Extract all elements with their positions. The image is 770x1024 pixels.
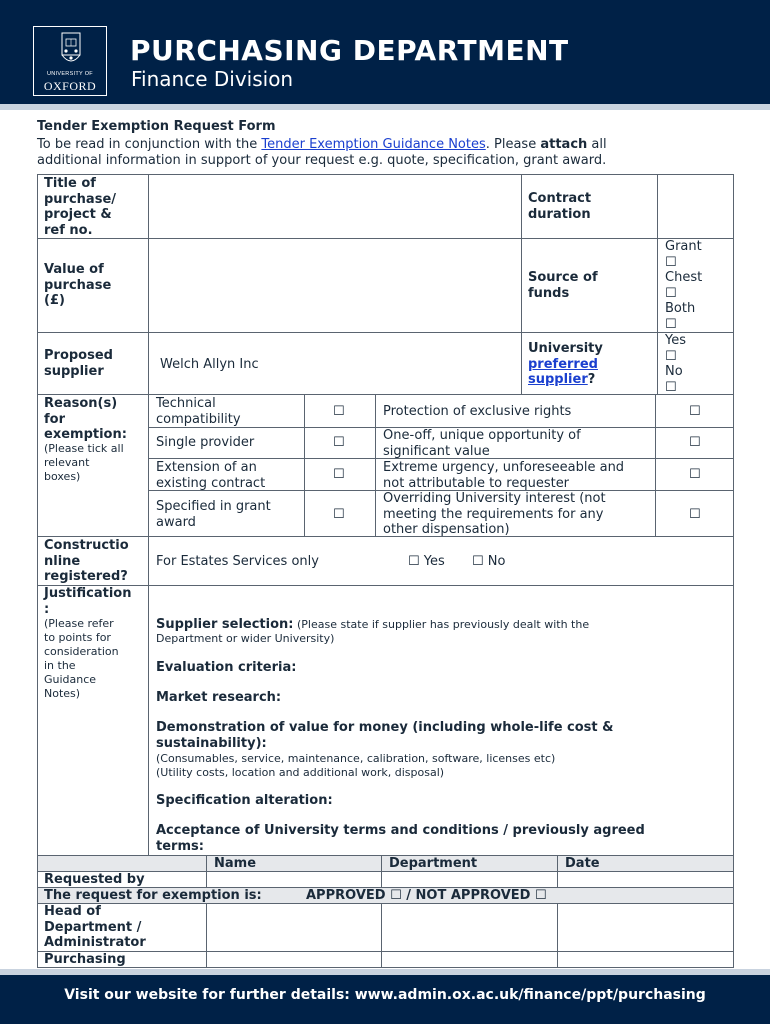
signoff-header-blank bbox=[37, 855, 207, 872]
reason-grant-checkbox[interactable]: ☐ bbox=[333, 507, 345, 522]
preferred-no-checkbox[interactable]: ☐ bbox=[665, 379, 677, 395]
reasons-note: (Please tick all relevant boxes) bbox=[44, 442, 124, 483]
intro-text: . Please bbox=[485, 137, 541, 152]
construction-yes[interactable]: ☐ Yes bbox=[408, 554, 445, 569]
col-date: Date bbox=[565, 856, 600, 871]
source-both-label: Both bbox=[665, 301, 696, 316]
supplier-value[interactable]: Welch Allyn Inc bbox=[160, 357, 259, 372]
preferred-yes-checkbox[interactable]: ☐ bbox=[665, 348, 677, 364]
reason-exclusive-checkbox[interactable]: ☐ bbox=[689, 404, 701, 419]
evaluation-criteria: Evaluation criteria: bbox=[156, 660, 297, 675]
preferred-yes-label: Yes bbox=[665, 333, 686, 348]
source-options bbox=[665, 239, 702, 332]
source-grant-label: Grant bbox=[665, 239, 702, 254]
requested-name-input[interactable] bbox=[206, 871, 382, 888]
reason-overriding: Overriding University interest (not meeting the requirements for any other dispensation) bbox=[383, 491, 606, 537]
value-input-cell[interactable] bbox=[148, 238, 522, 333]
supplier-link[interactable]: supplier bbox=[528, 372, 588, 387]
supplier-selection: Supplier selection: (Please state if supplier has previously dealt with the bbox=[156, 617, 590, 632]
source-grant-checkbox[interactable]: ☐ bbox=[665, 254, 677, 270]
source-label: Source of funds bbox=[528, 270, 598, 301]
acceptance-terms: Acceptance of University terms and conditions / previously agreed terms: bbox=[156, 823, 645, 854]
head-department-input[interactable] bbox=[381, 903, 558, 952]
reason-urgency-checkbox[interactable]: ☐ bbox=[689, 467, 701, 482]
requested-date-input[interactable] bbox=[557, 871, 734, 888]
intro-bold: attach bbox=[540, 137, 588, 152]
requested-department-input[interactable] bbox=[381, 871, 558, 888]
preferred-no-label: No bbox=[665, 364, 683, 379]
header-divider bbox=[0, 104, 770, 110]
justification-label: Justification : bbox=[44, 586, 132, 617]
reason-grant: Specified in grant award bbox=[156, 499, 271, 530]
construction-no-checkbox[interactable]: ☐ bbox=[472, 554, 484, 569]
reason-urgency: Extreme urgency, unforeseeable and not attributable to requester bbox=[383, 460, 625, 491]
crest-icon bbox=[60, 31, 82, 69]
col-department: Department bbox=[389, 856, 478, 871]
source-both-checkbox[interactable]: ☐ bbox=[665, 316, 677, 332]
preferred-label: University preferred supplier? bbox=[528, 341, 603, 387]
justification-note: (Please refer to points for consideration in the Guidance Notes) bbox=[44, 617, 119, 700]
value-for-money-note: (Consumables, service, maintenance, calibration, software, licenses etc) (Utility costs, location and additional work, disposal) bbox=[156, 752, 556, 779]
head-name-input[interactable] bbox=[206, 903, 382, 952]
intro-line-1 bbox=[37, 137, 607, 152]
reason-single-checkbox[interactable]: ☐ bbox=[333, 435, 345, 450]
reason-single-provider: Single provider bbox=[156, 435, 255, 450]
purchasing-department-input[interactable] bbox=[381, 951, 558, 968]
approval-options[interactable]: APPROVED ☐ / NOT APPROVED ☐ bbox=[306, 888, 547, 903]
reason-exclusive-rights: Protection of exclusive rights bbox=[383, 404, 572, 419]
footer-website-link[interactable]: Visit our website for further details: www.admin.ox.ac.uk/finance/ppt/purchasing bbox=[64, 987, 706, 1003]
request-is-label: The request for exemption is: bbox=[44, 888, 262, 903]
guidance-notes-link[interactable]: Tender Exemption Guidance Notes bbox=[261, 137, 486, 152]
title-label: Title of purchase/ project & ref no. bbox=[44, 176, 117, 238]
construction-no[interactable]: ☐ No bbox=[472, 554, 506, 569]
purchasing-label: Purchasing bbox=[44, 952, 126, 967]
logo-university-of: UNIVERSITY OF bbox=[47, 71, 93, 77]
contract-input-cell[interactable] bbox=[657, 174, 734, 239]
market-research: Market research: bbox=[156, 690, 282, 705]
source-chest-checkbox[interactable]: ☐ bbox=[665, 285, 677, 301]
reason-technical-checkbox[interactable]: ☐ bbox=[333, 404, 345, 419]
value-label: Value of purchase (£) bbox=[44, 262, 112, 308]
reason-extension-checkbox[interactable]: ☐ bbox=[333, 467, 345, 482]
purchasing-date-input[interactable] bbox=[557, 951, 734, 968]
title-input-cell[interactable] bbox=[148, 174, 522, 239]
page-title: PURCHASING DEPARTMENT bbox=[130, 34, 569, 67]
purchasing-name-input[interactable] bbox=[206, 951, 382, 968]
construction-text: For Estates Services only bbox=[156, 554, 319, 569]
col-name: Name bbox=[214, 856, 257, 871]
oxford-logo bbox=[33, 26, 107, 96]
preferred-options bbox=[665, 333, 686, 395]
preferred-link[interactable]: preferred bbox=[528, 356, 598, 372]
contract-label: Contract duration bbox=[528, 191, 592, 222]
intro-line-2: additional information in support of your request e.g. quote, specification, grant award. bbox=[37, 153, 607, 168]
reason-one-off: One-off, unique opportunity of significant value bbox=[383, 428, 581, 459]
source-chest-label: Chest bbox=[665, 270, 703, 285]
reason-technical: Technical compatibility bbox=[156, 396, 241, 427]
reason-overriding-checkbox[interactable]: ☐ bbox=[689, 507, 701, 522]
supplier-selection-note: Department or wider University) bbox=[156, 632, 335, 645]
logo-oxford: OXFORD bbox=[43, 79, 97, 93]
value-for-money: Demonstration of value for money (including whole-life cost & sustainability): bbox=[156, 720, 614, 751]
intro-text: all bbox=[587, 137, 607, 152]
construction-yes-checkbox[interactable]: ☐ bbox=[408, 554, 420, 569]
intro-text: To be read in conjunction with the bbox=[37, 137, 262, 152]
reasons-label: Reason(s) for exemption: bbox=[44, 396, 127, 442]
requested-by-label: Requested by bbox=[44, 872, 145, 887]
construction-label: Constructio nline registered? bbox=[44, 538, 129, 584]
reason-one-off-checkbox[interactable]: ☐ bbox=[689, 435, 701, 450]
head-label: Head of Department / Administrator bbox=[44, 904, 146, 950]
reason-extension: Extension of an existing contract bbox=[156, 460, 266, 491]
specification-alteration: Specification alteration: bbox=[156, 793, 333, 808]
supplier-label: Proposed supplier bbox=[44, 348, 113, 379]
page-subtitle: Finance Division bbox=[131, 67, 294, 91]
head-date-input[interactable] bbox=[557, 903, 734, 952]
form-title: Tender Exemption Request Form bbox=[37, 119, 276, 134]
